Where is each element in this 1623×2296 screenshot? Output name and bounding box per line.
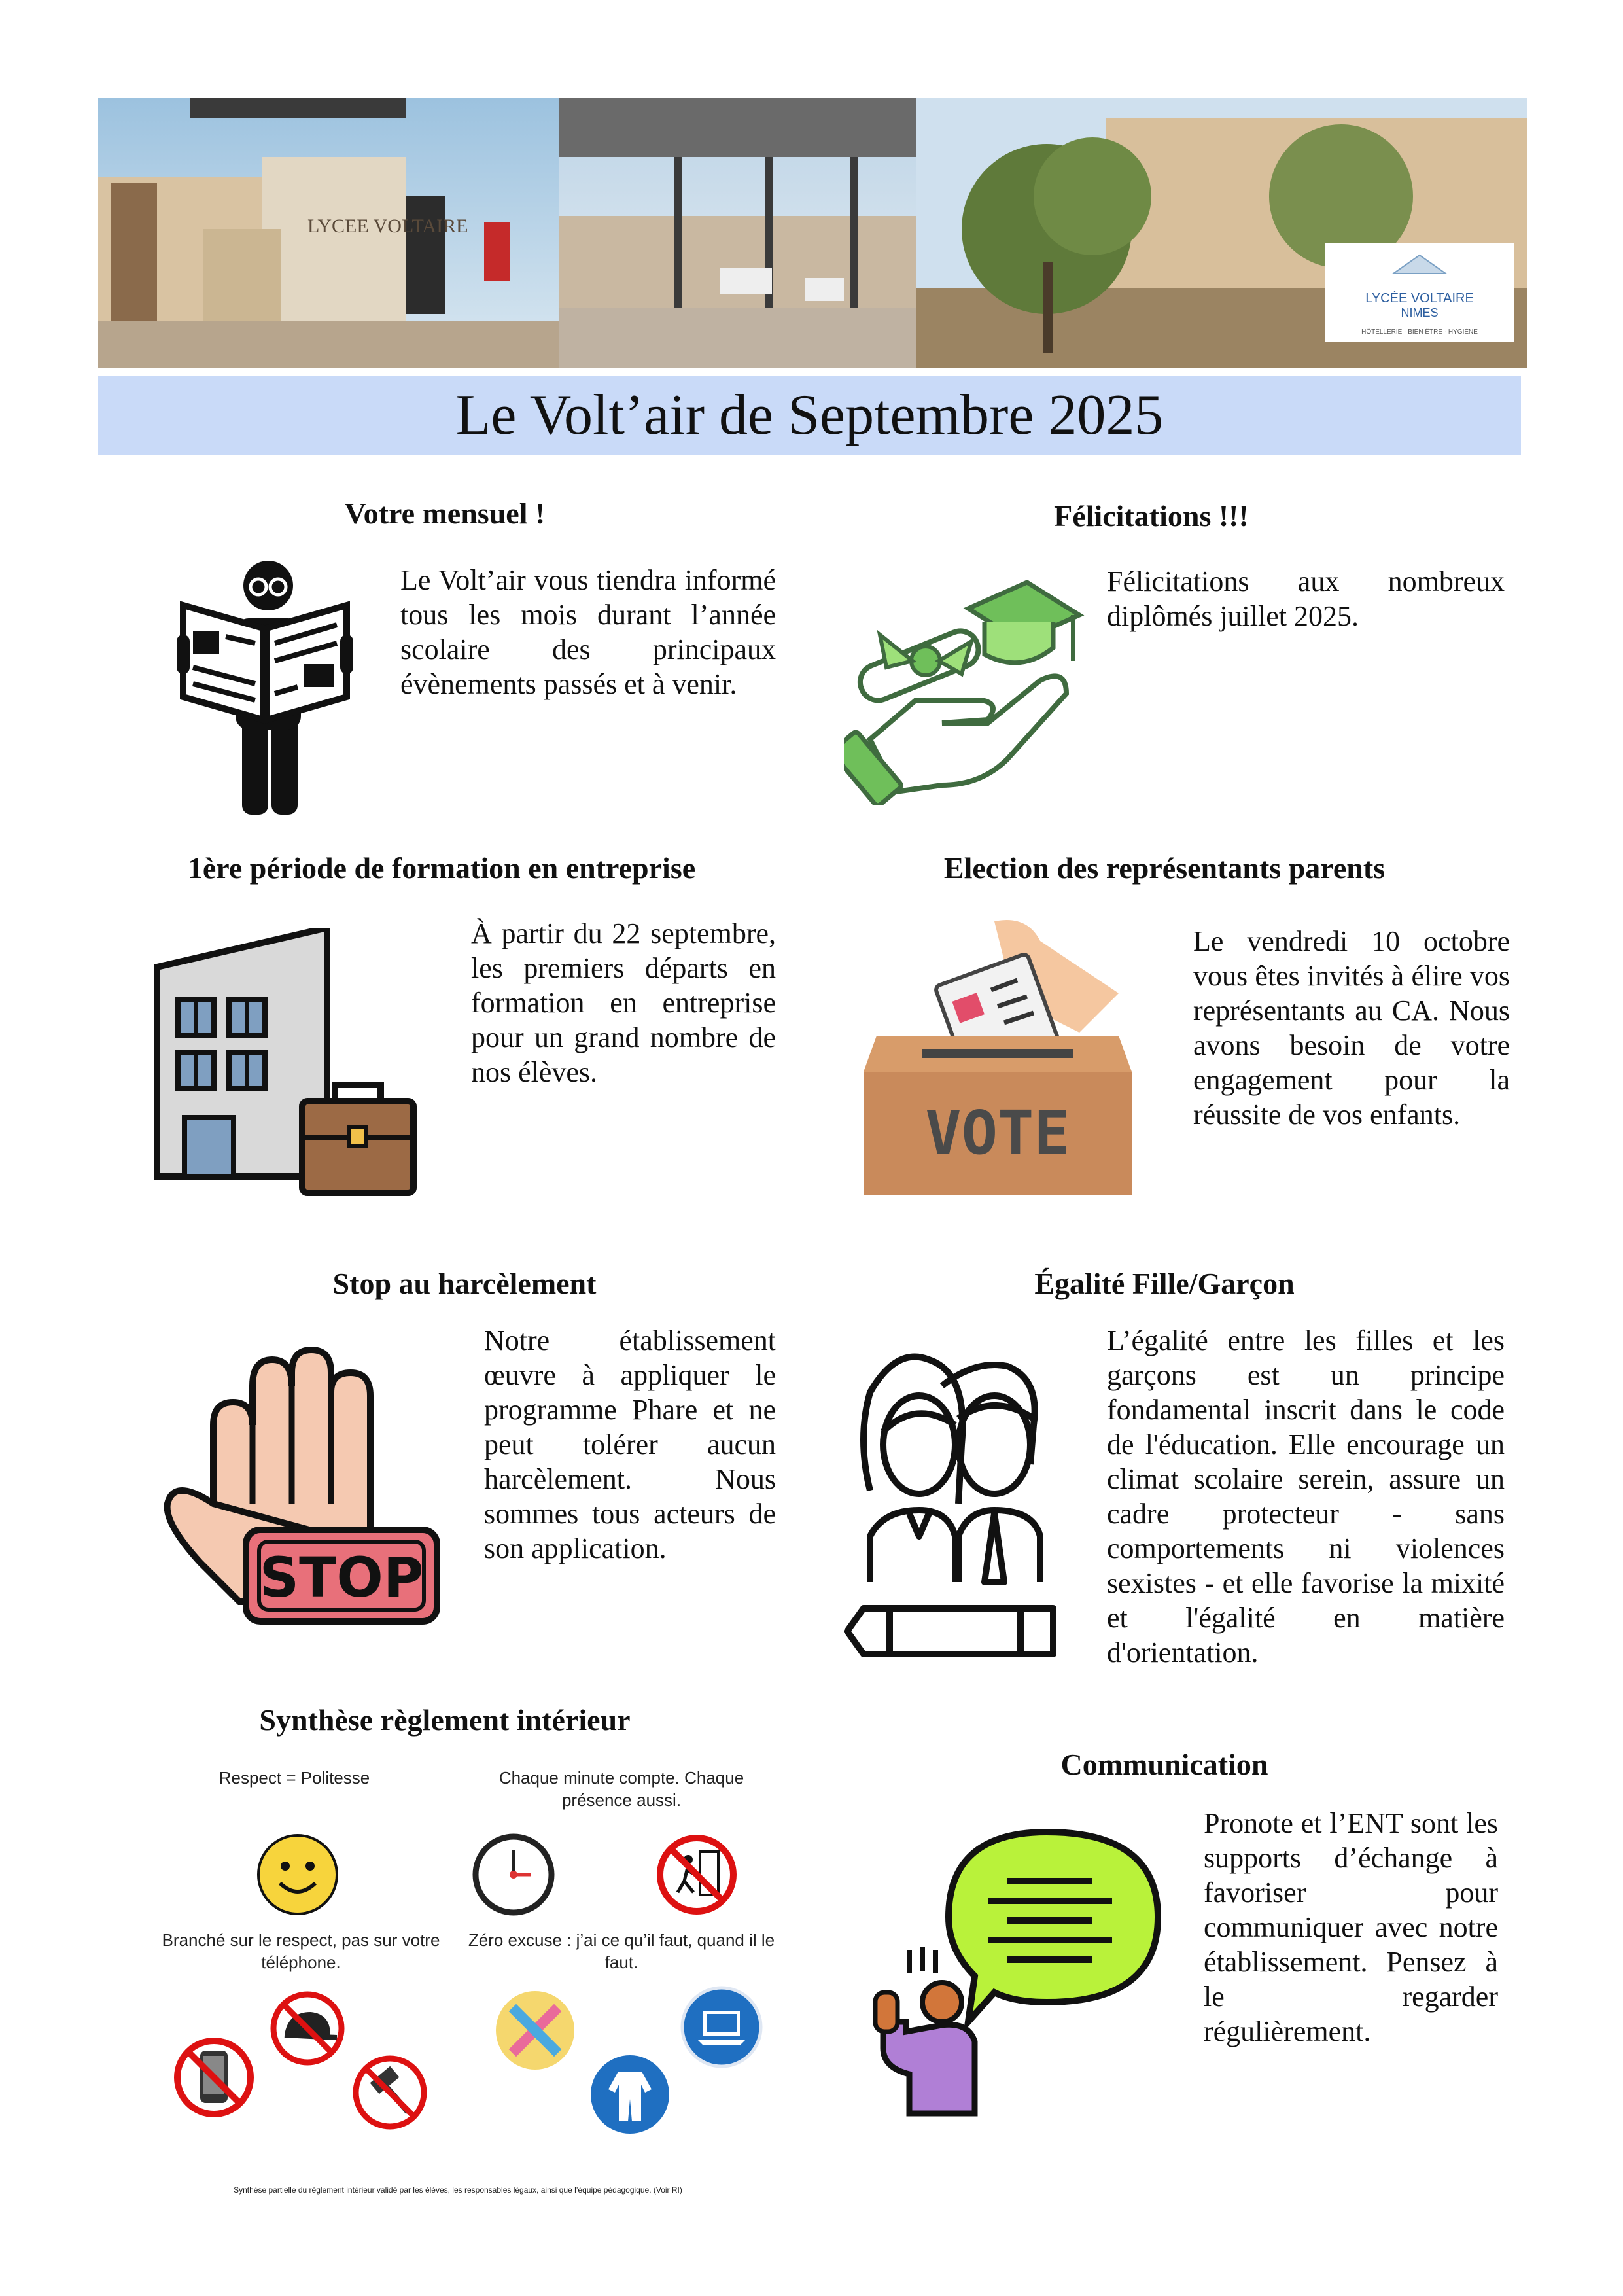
section-heading-egalite: Égalité Fille/Garçon	[1034, 1267, 1295, 1300]
section-heading-reglement: Synthèse règlement intérieur	[259, 1703, 631, 1737]
building-briefcase-icon	[152, 928, 420, 1196]
section-heading-mensuel: Votre mensuel !	[344, 497, 546, 530]
no-late-entry-icon	[654, 1832, 739, 1917]
laptop-icon	[680, 1986, 763, 2068]
rule-footnote: Synthèse partielle du règlement intérieur validé par les élèves, les responsables légaux, ainsi que l’équipe pédagogique. (Voir RI)	[234, 2185, 682, 2195]
page-title: Le Volt’air de Septembre 2025	[455, 383, 1164, 447]
banner-sign-text: LYCEE VOLTAIRE	[307, 215, 468, 237]
section-text-election: Le vendredi 10 octobre vous êtes invités à élire vos représentants au CA. Nous avons besoin de votre engagement pour la réussite de vos enfants.	[1193, 925, 1510, 1131]
workwear-icon	[589, 2053, 671, 2136]
rule-label-minute: Chaque minute compte. Chaque présence aussi.	[498, 1768, 744, 1810]
logo-line3: HÔTELLERIE · BIEN ÊTRE · HYGIÈNE	[1361, 328, 1478, 336]
vote-label: VOTE	[925, 1098, 1070, 1168]
ballot-box-icon	[864, 915, 1133, 1196]
stop-label: STOP	[259, 1545, 424, 1610]
logo-line1: LYCÉE VOLTAIRE	[1365, 291, 1474, 306]
no-hammer-icon	[351, 2053, 429, 2132]
section-text-mensuel: Le Volt’air vous tiendra informé tous les mois durant l’année scolaire des principaux évènements passés et à venir.	[400, 564, 776, 700]
newspaper-reader-icon	[177, 559, 353, 821]
stop-hand-icon	[161, 1347, 442, 1628]
section-heading-communication: Communication	[1060, 1748, 1268, 1781]
logo-line2: NIMES	[1401, 306, 1439, 319]
rule-label-respect: Respect = Politesse	[218, 1768, 370, 1788]
pencil-ruler-icon	[494, 1989, 576, 2072]
diploma-hand-icon	[844, 576, 1086, 805]
clock-icon	[471, 1832, 556, 1917]
section-heading-formation: 1ère période de formation en entreprise	[187, 851, 696, 885]
no-cap-icon	[268, 1989, 347, 2068]
section-text-egalite: L’égalité entre les filles et les garçons est un principe fondamental inscrit dans le code de l'éducation. Elle encourage un climat scolaire serein, assure un cadre protecteur - sans comportements ni violences sexistes - et elle favorise la mixité et l'égalité en matière d'orientation.	[1107, 1324, 1505, 1669]
section-text-formation: À partir du 22 septembre, les premiers départs en formation en entreprise pour un grand nombre de nos élèves.	[471, 917, 776, 1088]
section-heading-felicitations: Félicitations !!!	[1054, 499, 1249, 533]
section-text-communication: Pronote et l’ENT sont les supports d’échange à favoriser pour communiquer avec notre établissement. Pensez à le regarder régulièrement.	[1204, 1807, 1498, 2047]
header-photo-banner	[98, 98, 1527, 368]
rule-label-branche: Branché sur le respect, pas sur votre téléphone.	[162, 1930, 440, 1972]
no-phone-icon	[171, 2035, 256, 2120]
girl-boy-icon	[844, 1347, 1086, 1674]
smiley-icon	[255, 1832, 340, 1917]
section-text-harcelement: Notre établissement œuvre à appliquer le programme Phare et ne peut tolérer aucun harcèlement. Nous sommes tous acteurs de son application.	[484, 1324, 776, 1564]
section-heading-election: Election des représentants parents	[943, 851, 1386, 885]
speech-bubble-icon	[870, 1826, 1164, 2120]
section-heading-harcelement: Stop au harcèlement	[332, 1267, 597, 1300]
title-bar	[98, 376, 1521, 455]
rule-label-zero: Zéro excuse : j’ai ce qu’il faut, quand il le faut.	[468, 1930, 775, 1972]
section-text-felicitations: Félicitations aux nombreux diplômés juillet 2025.	[1107, 565, 1505, 632]
